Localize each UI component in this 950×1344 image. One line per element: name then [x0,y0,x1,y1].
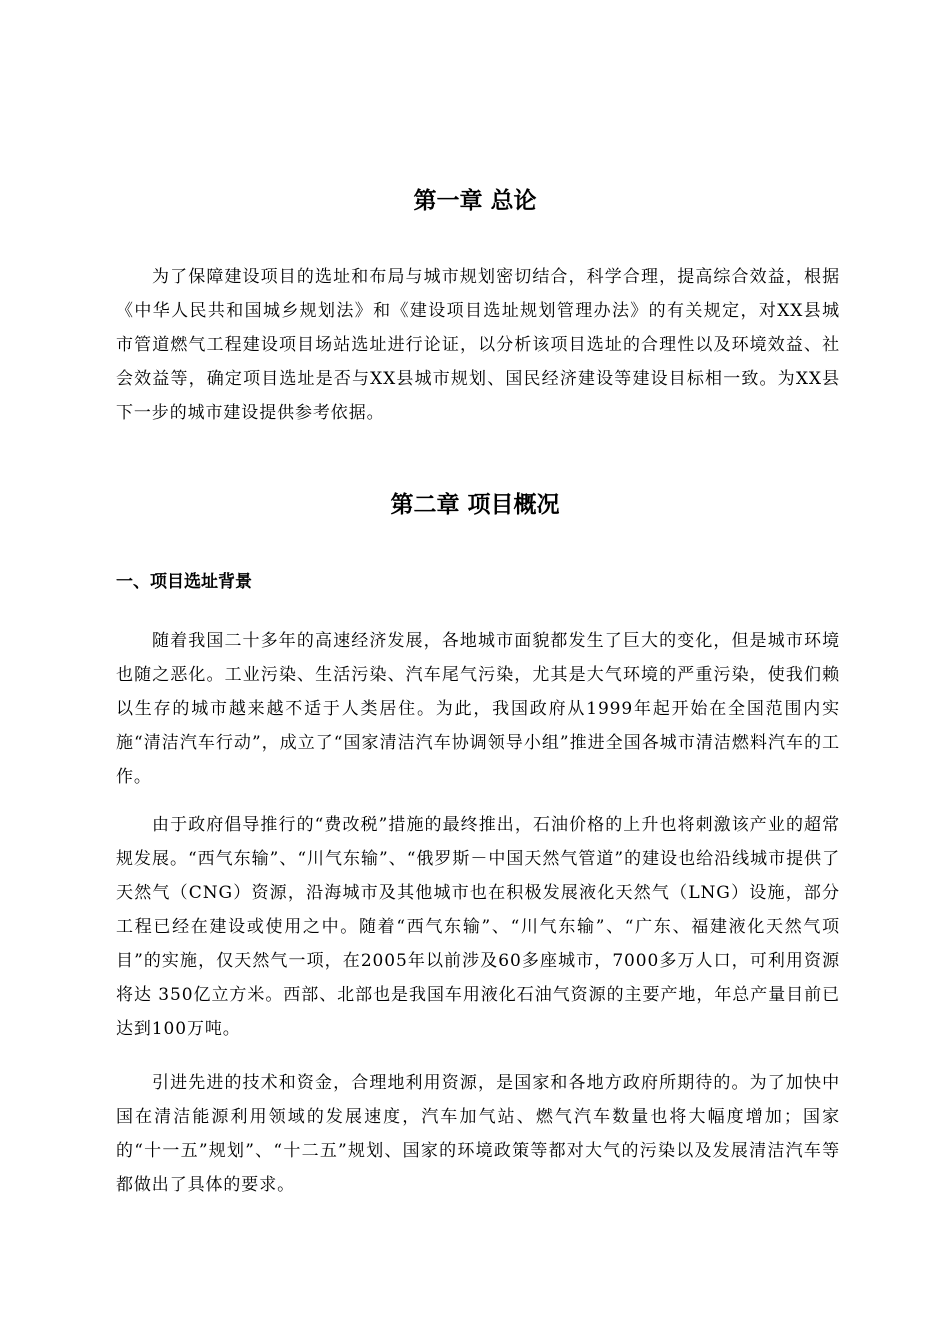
section-1-paragraph-3: 引进先进的技术和资金，合理地利用资源，是国家和各地方政府所期待的。为了加快中国在清洁能源利用领域的发展速度，汽车加气站、燃气汽车数量也将大幅度增加；国家的“十一五”规划”、“十二五”规划、国家的环境政策等都对大气的污染以及发展清洁汽车等都做出了具体的要求。 [116,1073,840,1195]
chapter-1-title: 第一章 总论 [413,188,537,214]
chapter-2-title: 第二章 项目概况 [390,492,560,518]
chapter-1-paragraph: 为了保障建设项目的选址和布局与城市规划密切结合，科学合理，提高综合效益，根据《中华人民共和国城乡规划法》和《建设项目选址规划管理办法》的有关规定，对XX县城市管道燃气工程建设项目场站选址进行论证，以分析该项目选址的合理性以及环境效益、社会效益等，确定项目选址是否与XX县城市规划、国民经济建设等建设目标相一致。为XX县下一步的城市建设提供参考依据。 [116,267,840,423]
section-1-title: 一、项目选址背景 [116,572,252,592]
section-1-paragraph-1: 随着我国二十多年的高速经济发展，各地城市面貌都发生了巨大的变化，但是城市环境也随之恶化。工业污染、生活污染、汽车尾气污染，尤其是大气环境的严重污染，使我们赖以生存的城市越来越不适于人类居住。为此，我国政府从1999年起开始在全国范围内实施“清洁汽车行动”，成立了“国家清洁汽车协调领导小组”推进全国各城市清洁燃料汽车的工作。 [116,631,840,787]
section-1-paragraph-2: 由于政府倡导推行的“费改税”措施的最终推出，石油价格的上升也将刺激该产业的超常规发展。“西气东输”、“川气东输”、“俄罗斯－中国天然气管道”的建设也给沿线城市提供了天然气（CNG）资源，沿海城市及其他城市也在积极发展液化天然气（LNG）设施，部分工程已经在建设或使用之中。随着“西气东输”、“川气东输”、“广东、福建液化天然气项目”的实施，仅天然气一项，在2005年以前涉及60多座城市，7000多万人口，可利用资源将达 350亿立方米。西部、北部也是我国车用液化石油气资源的主要产地，年总产量目前已达到100万吨。 [116,815,840,1039]
